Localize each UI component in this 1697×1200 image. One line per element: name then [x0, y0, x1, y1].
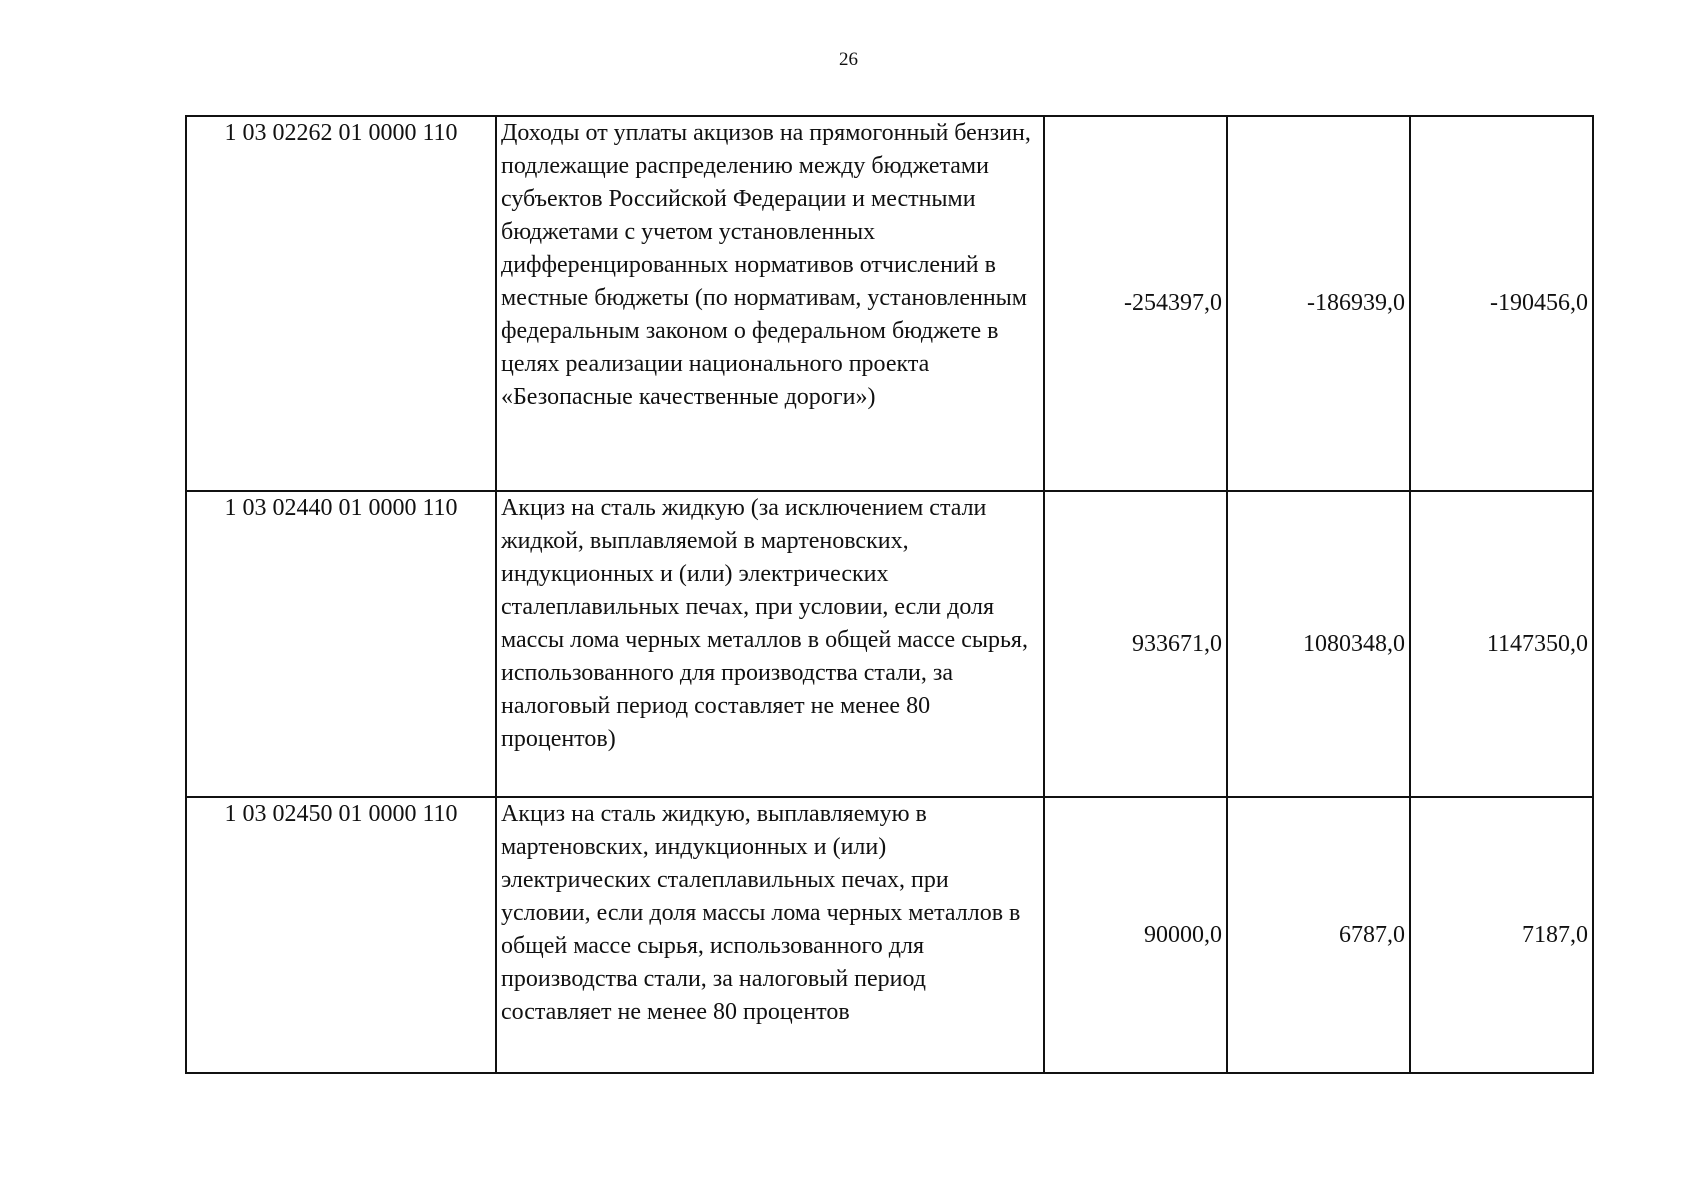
table-row [186, 491, 1593, 797]
amount-year-3: 1147350,0 [1410, 491, 1593, 797]
amount-year-1: 933671,0 [1044, 491, 1227, 797]
amount-year-2: -186939,0 [1227, 116, 1410, 491]
amount-year-2: 6787,0 [1227, 797, 1410, 1073]
amount-year-1: 90000,0 [1044, 797, 1227, 1073]
revenue-description: Доходы от уплаты акцизов на прямогонный бензин, подлежащие распределению между бюджетами субъектов Российской Федерации и местными бюджетами с учетом установленных дифференцированных нормативов отчислений в местные бюджеты (по нормативам, установленным федеральным законом о федеральном бюджете в целях реализации национального проекта «Безопасные качественные дороги») [496, 116, 1044, 491]
table-row [186, 116, 1593, 491]
page-number: 26 [839, 49, 858, 70]
budget-classification-code: 1 03 02440 01 0000 110 [186, 491, 496, 797]
table-row [186, 797, 1593, 1073]
amount-year-3: -190456,0 [1410, 116, 1593, 491]
revenue-description: Акциз на сталь жидкую (за исключением стали жидкой, выплавляемой в мартеновских, индукционных и (или) электрических сталеплавильных печах, при условии, если доля массы лома черных металлов в общей массе сырья, использованного для производства стали, за налоговый период составляет не менее 80 процентов) [496, 491, 1044, 797]
amount-year-3: 7187,0 [1410, 797, 1593, 1073]
revenue-description: Акциз на сталь жидкую, выплавляемую в мартеновских, индукционных и (или) электрических сталеплавильных печах, при условии, если доля массы лома черных металлов в общей массе сырья, использованного для производства стали, за налоговый период составляет не менее 80 процентов [496, 797, 1044, 1073]
revenue-table [185, 115, 1594, 1074]
amount-year-2: 1080348,0 [1227, 491, 1410, 797]
budget-classification-code: 1 03 02262 01 0000 110 [186, 116, 496, 491]
budget-classification-code: 1 03 02450 01 0000 110 [186, 797, 496, 1073]
amount-year-1: -254397,0 [1044, 116, 1227, 491]
